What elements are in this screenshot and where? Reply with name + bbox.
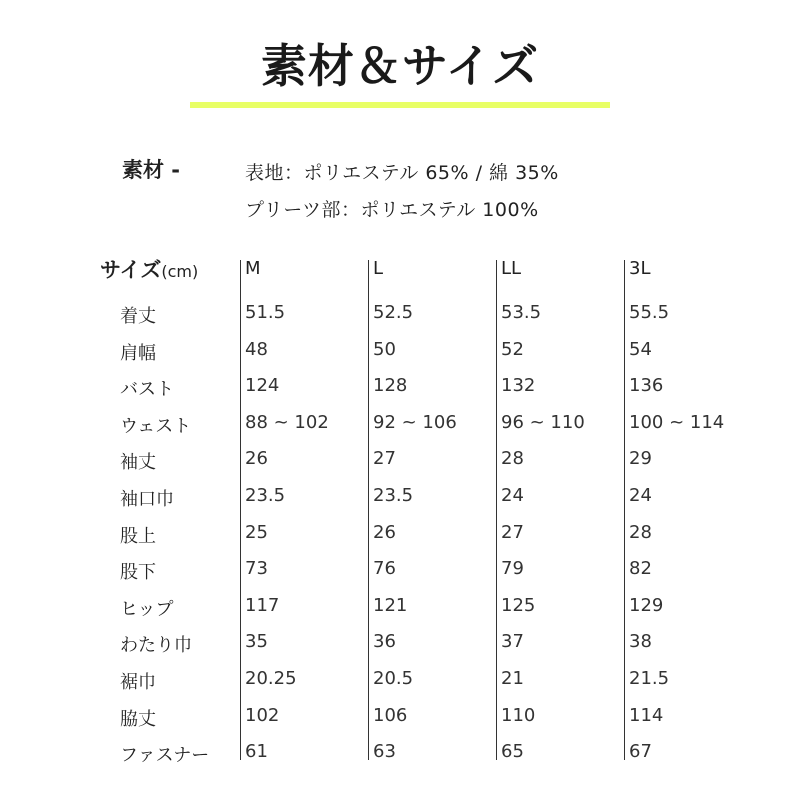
table-cell: 21	[501, 668, 524, 689]
table-cell: 65	[501, 741, 524, 762]
table-cell: 102	[245, 705, 280, 726]
table-cell: 52	[501, 339, 524, 360]
table-cell: 79	[501, 558, 524, 579]
table-cell: 24	[629, 485, 652, 506]
column-divider	[624, 260, 625, 760]
table-cell: 61	[245, 741, 268, 762]
table-cell: 52.5	[373, 302, 414, 323]
column-header-l: L	[373, 258, 384, 279]
table-cell: 20.25	[245, 668, 297, 689]
table-cell: 27	[501, 522, 524, 543]
table-cell: 96 ~ 110	[501, 412, 585, 433]
table-cell: 23.5	[373, 485, 414, 506]
table-cell: 129	[629, 595, 664, 616]
table-cell: 124	[245, 375, 280, 396]
row-label: 脇丈	[120, 709, 156, 730]
table-cell: 125	[501, 595, 536, 616]
table-cell: 50	[373, 339, 396, 360]
table-cell: 51.5	[245, 302, 286, 323]
row-label: ファスナー	[120, 745, 210, 766]
table-cell: 82	[629, 558, 652, 579]
table-cell: 117	[245, 595, 280, 616]
table-cell: 37	[501, 631, 524, 652]
row-label: 袖口巾	[120, 489, 174, 510]
row-label: 股下	[120, 562, 156, 583]
table-cell: 36	[373, 631, 396, 652]
row-label: ウェスト	[120, 416, 192, 437]
table-cell: 28	[629, 522, 652, 543]
row-label: 袖丈	[120, 452, 156, 473]
table-cell: 20.5	[373, 668, 414, 689]
row-label: 肩幅	[120, 343, 156, 364]
table-cell: 35	[245, 631, 268, 652]
table-cell: 21.5	[629, 668, 670, 689]
material-label: 素材 -	[122, 158, 181, 182]
table-cell: 128	[373, 375, 408, 396]
table-cell: 110	[501, 705, 536, 726]
table-cell: 67	[629, 741, 652, 762]
column-header-3l: 3L	[629, 258, 651, 279]
table-cell: 54	[629, 339, 652, 360]
table-cell: 121	[373, 595, 408, 616]
table-cell: 106	[373, 705, 408, 726]
table-cell: 88 ~ 102	[245, 412, 329, 433]
size-unit: (cm)	[161, 262, 199, 281]
size-label	[100, 254, 198, 284]
material-line-pleats: プリーツ部：ポリエステル 100%	[245, 199, 539, 221]
size-label-text: サイズ	[100, 258, 162, 282]
material-line-outer: 表地：ポリエステル 65% / 綿 35%	[245, 162, 559, 184]
table-cell: 26	[245, 448, 268, 469]
column-header-ll: LL	[501, 258, 522, 279]
table-cell: 136	[629, 375, 664, 396]
table-cell: 28	[501, 448, 524, 469]
table-cell: 23.5	[245, 485, 286, 506]
table-cell: 27	[373, 448, 396, 469]
table-cell: 38	[629, 631, 652, 652]
table-cell: 53.5	[501, 302, 542, 323]
column-divider	[496, 260, 497, 760]
column-divider	[240, 260, 241, 760]
page-title: 素材＆サイズ	[260, 39, 540, 93]
table-cell: 100 ~ 114	[629, 412, 725, 433]
row-label: バスト	[120, 379, 174, 400]
table-cell: 92 ~ 106	[373, 412, 457, 433]
table-cell: 29	[629, 448, 652, 469]
title-underline	[190, 102, 610, 108]
table-cell: 73	[245, 558, 268, 579]
row-label: 裾巾	[120, 672, 156, 693]
table-cell: 63	[373, 741, 396, 762]
table-cell: 25	[245, 522, 268, 543]
table-cell: 114	[629, 705, 664, 726]
row-label: 股上	[120, 526, 156, 547]
row-label: わたり巾	[120, 635, 192, 656]
table-cell: 48	[245, 339, 268, 360]
table-cell: 26	[373, 522, 396, 543]
table-cell: 24	[501, 485, 524, 506]
table-cell: 55.5	[629, 302, 670, 323]
table-cell: 76	[373, 558, 396, 579]
row-label: 着丈	[120, 306, 156, 327]
column-header-m: M	[245, 258, 261, 279]
row-label: ヒップ	[120, 599, 174, 620]
table-cell: 132	[501, 375, 536, 396]
column-divider	[368, 260, 369, 760]
